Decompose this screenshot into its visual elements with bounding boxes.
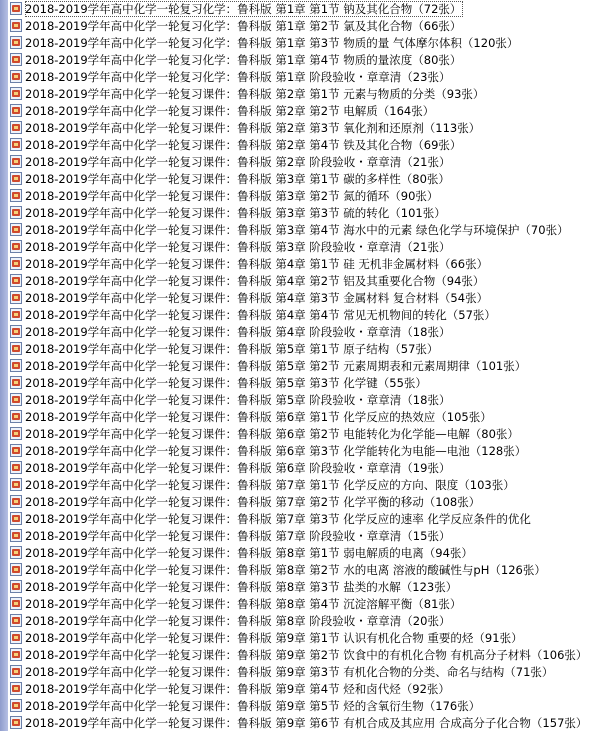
powerpoint-file-icon xyxy=(10,308,22,321)
file-name[interactable]: 2018-2019学年高中化学一轮复习课件：鲁科版 第9章 第3节 有机化合物的分类、命名与结构（71张） xyxy=(25,664,554,679)
file-name[interactable]: 2018-2019学年高中化学一轮复习课件：鲁科版 第3章 第2节 氮的循环（90张） xyxy=(25,188,439,203)
file-name[interactable]: 2018-2019学年高中化学一轮复习课件：鲁科版 第9章 第5节 烃的含氧衍生物（176张） xyxy=(25,698,481,713)
file-row[interactable] xyxy=(8,136,610,153)
file-row[interactable] xyxy=(8,391,610,408)
powerpoint-file-icon xyxy=(10,70,22,83)
file-row[interactable] xyxy=(8,170,610,187)
file-name[interactable]: 2018-2019学年高中化学一轮复习课件：鲁科版 第4章 阶段验收・章章清（18张） xyxy=(25,324,451,339)
powerpoint-file-icon xyxy=(10,87,22,100)
powerpoint-file-icon xyxy=(10,614,22,627)
file-row[interactable] xyxy=(8,663,610,680)
powerpoint-file-icon xyxy=(10,410,22,423)
file-name[interactable]: 2018-2019学年高中化学一轮复习课件：鲁科版 第5章 阶段验收・章章清（18张） xyxy=(25,392,451,407)
powerpoint-file-icon xyxy=(10,189,22,202)
powerpoint-file-icon xyxy=(10,665,22,678)
file-name[interactable]: 2018-2019学年高中化学一轮复习课件：鲁科版 第4章 第2节 铝及其重要化合物（94张） xyxy=(25,273,485,288)
powerpoint-file-icon xyxy=(10,359,22,372)
powerpoint-file-icon xyxy=(10,2,22,15)
file-row[interactable] xyxy=(8,408,610,425)
file-name[interactable]: 2018-2019学年高中化学一轮复习课件：鲁科版 第2章 第2节 电解质（164张） xyxy=(25,103,435,118)
file-row[interactable] xyxy=(8,595,610,612)
file-row[interactable] xyxy=(8,629,610,646)
file-name[interactable]: 2018-2019学年高中化学一轮复习课件：鲁科版 第3章 第3节 硫的转化（101张） xyxy=(25,205,446,220)
powerpoint-file-icon xyxy=(10,19,22,32)
file-row[interactable] xyxy=(8,34,610,51)
file-row[interactable] xyxy=(8,153,610,170)
file-row[interactable] xyxy=(8,680,610,697)
powerpoint-file-icon xyxy=(10,529,22,542)
file-row[interactable] xyxy=(8,612,610,629)
file-name[interactable]: 2018-2019学年高中化学一轮复习课件：鲁科版 第2章 第1节 元素与物质的分类（93张） xyxy=(25,86,485,101)
powerpoint-file-icon xyxy=(10,240,22,253)
file-row[interactable] xyxy=(8,578,610,595)
file-row[interactable] xyxy=(8,102,610,119)
file-name[interactable]: 2018-2019学年高中化学一轮复习课件：鲁科版 第7章 阶段验收・章章清（15张） xyxy=(25,528,451,543)
powerpoint-file-icon xyxy=(10,325,22,338)
file-name[interactable]: 2018-2019学年高中化学一轮复习课件：鲁科版 第9章 第1节 认识有机化合物 重要的烃（91张） xyxy=(25,630,523,645)
file-name[interactable]: 2018-2019学年高中化学一轮复习课件：鲁科版 第5章 第2节 元素周期表和元素周期律（101张） xyxy=(25,358,527,373)
file-row[interactable] xyxy=(8,17,610,34)
file-row[interactable] xyxy=(8,476,610,493)
file-name[interactable]: 2018-2019学年高中化学一轮复习课件：鲁科版 第2章 阶段验收・章章清（21张） xyxy=(25,154,451,169)
file-name[interactable]: 2018-2019学年高中化学一轮复习化学：鲁科版 第1章 第3节 物质的量 气体摩尔体积（120张） xyxy=(25,35,519,50)
explorer-left-pane-edge xyxy=(0,0,8,731)
powerpoint-file-icon xyxy=(10,444,22,457)
powerpoint-file-icon xyxy=(10,563,22,576)
powerpoint-file-icon xyxy=(10,36,22,49)
file-name[interactable]: 2018-2019学年高中化学一轮复习课件：鲁科版 第3章 第4节 海水中的元素 绿色化学与环境保护（70张） xyxy=(25,222,569,237)
file-name[interactable]: 2018-2019学年高中化学一轮复习课件：鲁科版 第5章 第3节 化学键（55张） xyxy=(25,375,427,390)
file-name[interactable]: 2018-2019学年高中化学一轮复习课件：鲁科版 第3章 第1节 碳的多样性（80张） xyxy=(25,171,450,186)
file-row[interactable] xyxy=(8,119,610,136)
file-list xyxy=(8,0,610,731)
file-name[interactable]: 2018-2019学年高中化学一轮复习化学：鲁科版 第1章 第1节 钠及其化合物（72张） xyxy=(25,1,462,16)
file-row[interactable] xyxy=(8,187,610,204)
file-row[interactable] xyxy=(8,374,610,391)
file-row[interactable] xyxy=(8,340,610,357)
file-name[interactable]: 2018-2019学年高中化学一轮复习课件：鲁科版 第7章 第2节 化学平衡的移动（108张） xyxy=(25,494,481,509)
file-name[interactable]: 2018-2019学年高中化学一轮复习课件：鲁科版 第2章 第4节 铁及其化合物（69张） xyxy=(25,137,462,152)
powerpoint-file-icon xyxy=(10,342,22,355)
file-row[interactable] xyxy=(8,306,610,323)
file-name[interactable]: 2018-2019学年高中化学一轮复习课件：鲁科版 第2章 第3节 氧化剂和还原剂（113张） xyxy=(25,120,481,135)
powerpoint-file-icon xyxy=(10,427,22,440)
powerpoint-file-icon xyxy=(10,580,22,593)
file-row[interactable] xyxy=(8,0,610,17)
file-name[interactable]: 2018-2019学年高中化学一轮复习化学：鲁科版 第1章 第4节 物质的量浓度（80张） xyxy=(25,52,462,67)
file-name[interactable]: 2018-2019学年高中化学一轮复习课件：鲁科版 第4章 第3节 金属材料 复合材料（54张） xyxy=(25,290,489,305)
powerpoint-file-icon xyxy=(10,274,22,287)
file-name[interactable]: 2018-2019学年高中化学一轮复习化学：鲁科版 第1章 第2节 氯及其化合物（66张） xyxy=(25,18,462,33)
powerpoint-file-icon xyxy=(10,495,22,508)
file-name[interactable]: 2018-2019学年高中化学一轮复习课件：鲁科版 第8章 第4节 沉淀溶解平衡（81张） xyxy=(25,596,462,611)
file-row[interactable] xyxy=(8,697,610,714)
powerpoint-file-icon xyxy=(10,138,22,151)
file-name[interactable]: 2018-2019学年高中化学一轮复习课件：鲁科版 第4章 第1节 硅 无机非金属材料（66张） xyxy=(25,256,489,271)
powerpoint-file-icon xyxy=(10,716,22,729)
file-row[interactable] xyxy=(8,68,610,85)
file-name[interactable]: 2018-2019学年高中化学一轮复习课件：鲁科版 第9章 第6节 有机合成及其应用 合成高分子化合物（157张） xyxy=(25,715,588,730)
file-row[interactable] xyxy=(8,527,610,544)
powerpoint-file-icon xyxy=(10,512,22,525)
file-row[interactable] xyxy=(8,442,610,459)
powerpoint-file-icon xyxy=(10,648,22,661)
file-name[interactable]: 2018-2019学年高中化学一轮复习课件：鲁科版 第7章 第3节 化学反应的速率 化学反应条件的优化 xyxy=(25,511,531,526)
powerpoint-file-icon xyxy=(10,631,22,644)
file-name[interactable]: 2018-2019学年高中化学一轮复习课件：鲁科版 第8章 阶段验收・章章清（20张） xyxy=(25,613,451,628)
file-name[interactable]: 2018-2019学年高中化学一轮复习课件：鲁科版 第9章 第2节 饮食中的有机化合物 有机高分子材料（106张） xyxy=(25,647,588,662)
file-row[interactable] xyxy=(8,493,610,510)
file-name[interactable]: 2018-2019学年高中化学一轮复习课件：鲁科版 第6章 第2节 电能转化为化学能—电解（80张） xyxy=(25,426,519,441)
powerpoint-file-icon xyxy=(10,376,22,389)
file-name[interactable]: 2018-2019学年高中化学一轮复习课件：鲁科版 第3章 阶段验收・章章清（21张） xyxy=(25,239,451,254)
powerpoint-file-icon xyxy=(10,478,22,491)
file-row[interactable] xyxy=(8,51,610,68)
powerpoint-file-icon xyxy=(10,172,22,185)
file-row[interactable] xyxy=(8,714,610,731)
file-name[interactable]: 2018-2019学年高中化学一轮复习课件：鲁科版 第5章 第1节 原子结构（57张） xyxy=(25,341,439,356)
file-row[interactable] xyxy=(8,85,610,102)
powerpoint-file-icon xyxy=(10,121,22,134)
file-name[interactable]: 2018-2019学年高中化学一轮复习课件：鲁科版 第6章 阶段验收・章章清（19张） xyxy=(25,460,451,475)
file-row[interactable] xyxy=(8,544,610,561)
file-row[interactable] xyxy=(8,510,610,527)
powerpoint-file-icon xyxy=(10,223,22,236)
file-name[interactable]: 2018-2019学年高中化学一轮复习课件：鲁科版 第6章 第3节 化学能转化为电能—电池（128张） xyxy=(25,443,527,458)
file-name[interactable]: 2018-2019学年高中化学一轮复习课件：鲁科版 第7章 第1节 化学反应的方向、限度（103张） xyxy=(25,477,515,492)
file-row[interactable] xyxy=(8,459,610,476)
file-row[interactable] xyxy=(8,272,610,289)
file-row[interactable] xyxy=(8,425,610,442)
file-name[interactable]: 2018-2019学年高中化学一轮复习课件：鲁科版 第9章 第4节 烃和卤代烃（92张） xyxy=(25,681,450,696)
file-name[interactable]: 2018-2019学年高中化学一轮复习课件：鲁科版 第6章 第1节 化学反应的热效应（105张） xyxy=(25,409,492,424)
file-row[interactable] xyxy=(8,221,610,238)
file-name[interactable]: 2018-2019学年高中化学一轮复习化学：鲁科版 第1章 阶段验收・章章清（23张） xyxy=(25,69,451,84)
powerpoint-file-icon xyxy=(10,682,22,695)
powerpoint-file-icon xyxy=(10,257,22,270)
powerpoint-file-icon xyxy=(10,206,22,219)
file-name[interactable]: 2018-2019学年高中化学一轮复习课件：鲁科版 第4章 第4节 常见无机物间的转化（57张） xyxy=(25,307,496,322)
file-name[interactable]: 2018-2019学年高中化学一轮复习课件：鲁科版 第8章 第1节 弱电解质的电离（94张） xyxy=(25,545,473,560)
powerpoint-file-icon xyxy=(10,597,22,610)
file-name[interactable]: 2018-2019学年高中化学一轮复习课件：鲁科版 第8章 第2节 水的电离 溶液的酸碱性与pH（126张） xyxy=(25,562,546,577)
file-row[interactable] xyxy=(8,646,610,663)
powerpoint-file-icon xyxy=(10,393,22,406)
file-row[interactable] xyxy=(8,323,610,340)
file-row[interactable] xyxy=(8,357,610,374)
powerpoint-file-icon xyxy=(10,546,22,559)
powerpoint-file-icon xyxy=(10,461,22,474)
file-row[interactable] xyxy=(8,204,610,221)
file-name[interactable]: 2018-2019学年高中化学一轮复习课件：鲁科版 第8章 第3节 盐类的水解（123张） xyxy=(25,579,458,594)
powerpoint-file-icon xyxy=(10,291,22,304)
powerpoint-file-icon xyxy=(10,155,22,168)
file-row[interactable] xyxy=(8,289,610,306)
file-row[interactable] xyxy=(8,561,610,578)
powerpoint-file-icon xyxy=(10,104,22,117)
powerpoint-file-icon xyxy=(10,699,22,712)
file-row[interactable] xyxy=(8,255,610,272)
file-row[interactable] xyxy=(8,238,610,255)
powerpoint-file-icon xyxy=(10,53,22,66)
